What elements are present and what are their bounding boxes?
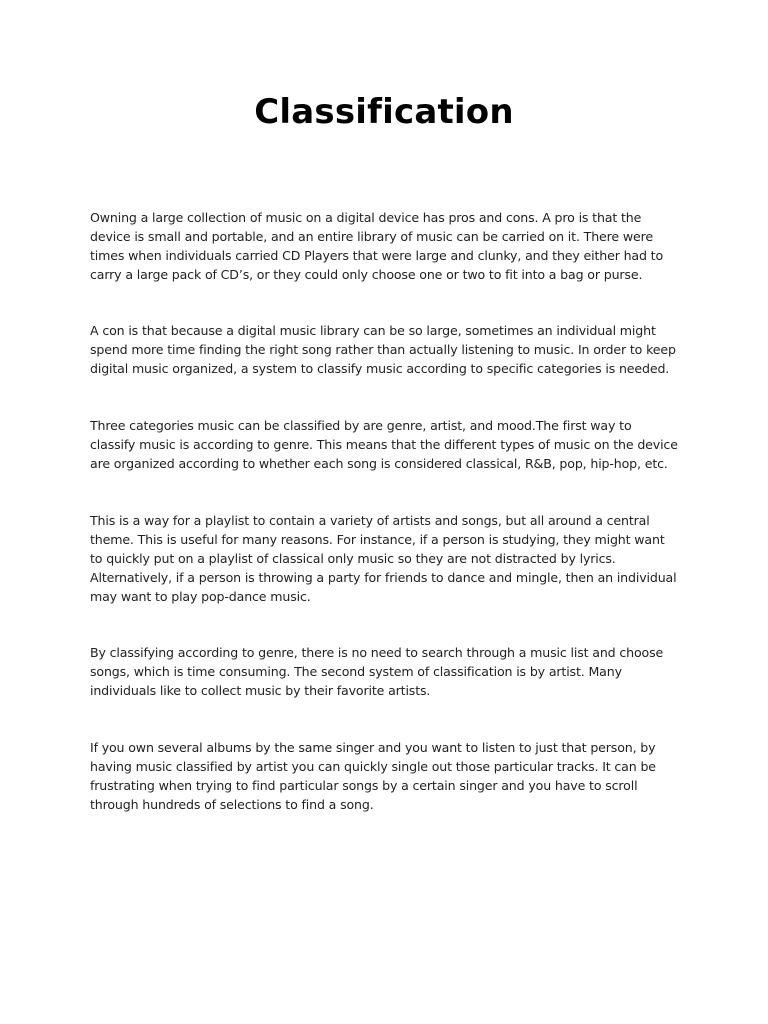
paragraph-playlist-theme: This is a way for a playlist to contain a variety of artists and songs, but all around a central theme. This is useful for many reasons. For instance, if a person is studying, they might want to quickly put on a playlist of classical only music so they are not distracted by lyrics. Alternatively, if a person is throwing a party for friends to dance and mingle, then an individual may want to play pop-dance music. <box>90 513 677 604</box>
paragraph-pros-and-cons: Owning a large collection of music on a digital device has pros and cons. A pro is that the device is small and portable, and an entire library of music can be carried on it. There were times when individuals carried CD Players that were large and clunky, and they either had to carry a large pack of CD’s, or they could only choose one or two to fit into a bag or purse. <box>90 210 664 282</box>
paragraph-classify-by-artist: If you own several albums by the same singer and you want to listen to just that person, by having music classified by artist you can quickly single out those particular tracks. It can be frustrating when trying to find particular songs by a certain singer and you have to scroll through hundreds of selections to find a song. <box>90 740 656 812</box>
paragraph-classify-by-genre: By classifying according to genre, there is no need to search through a music list and choose songs, which is time consuming. The second system of classification is by artist. Many individuals like to collect music by their favorite artists. <box>90 645 664 698</box>
paragraph-three-categories: Three categories music can be classified by are genre, artist, and mood.The first way to classify music is according to genre. This means that the different types of music on the device are organized according to whether each song is considered classical, R&B, pop, hip-hop, etc. <box>90 418 678 471</box>
paragraph-con: A con is that because a digital music library can be so large, sometimes an individual might spend more time finding the right song rather than actually listening to music. In order to keep digital music organized, a system to classify music according to specific categories is needed. <box>90 323 676 376</box>
page-title: Classification <box>254 92 514 132</box>
